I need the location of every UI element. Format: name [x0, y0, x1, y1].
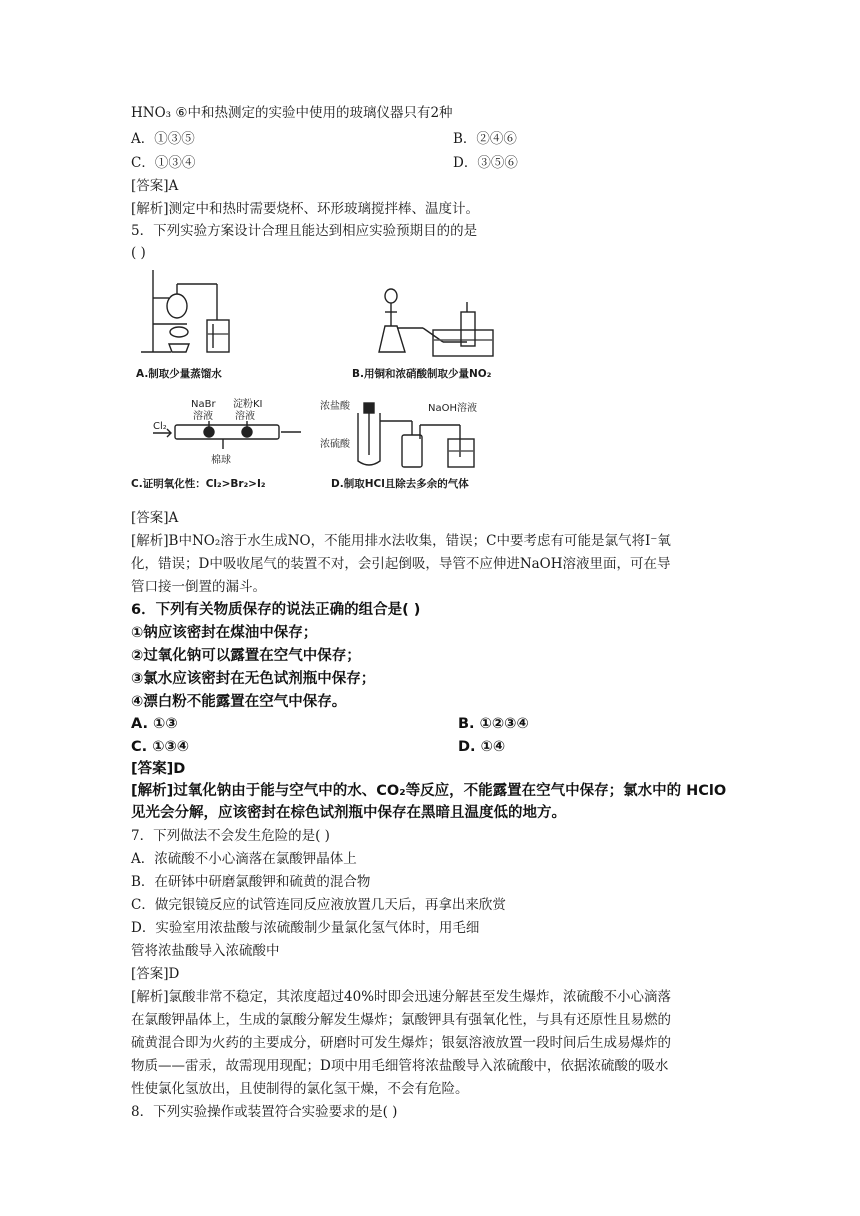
q7-option-d-line2: 管将浓盐酸导入浓硫酸中	[131, 943, 280, 959]
q7-analysis-line4: 物质——雷汞，故需现用现配；D项中用毛细管将浓盐酸导入浓硫酸中，依据浓硫酸的吸水	[131, 1058, 669, 1074]
q5-analysis-line3: 管口接一倒置的漏斗。	[131, 579, 266, 595]
label-nabr-1: NaBr	[191, 399, 216, 410]
figure-d-caption: D.制取HCl且除去多余的气体	[331, 478, 469, 490]
q7-analysis-line5: 性使氯化氢放出，且使制得的氯化氢干燥，不会有危险。	[131, 1081, 469, 1097]
q4-option-b: B．②④⑥	[453, 131, 517, 147]
figure-c-oxidation-tube	[131, 395, 311, 475]
label-ki-2: 溶液	[235, 411, 255, 422]
label-ki-1: 淀粉KI	[233, 399, 263, 410]
figure-d-hcl-apparatus	[318, 395, 518, 475]
figure-c-caption: C.证明氧化性：Cl₂>Br₂>I₂	[131, 478, 266, 490]
q6-item-3: ③氯水应该密封在无色试剂瓶中保存；	[131, 671, 376, 687]
q7-analysis-line3: 硫黄混合即为火药的主要成分，研磨时可发生爆炸；银氨溶液放置一段时间后生成易爆炸的	[131, 1035, 671, 1051]
label-conc-hcl: 浓盐酸	[320, 401, 350, 412]
label-nabr-2: 溶液	[193, 411, 213, 422]
q4-option-a: A．①③⑤	[131, 131, 195, 147]
q6-option-b: B. ①②③④	[458, 716, 529, 732]
q6-analysis-line1: [解析]过氧化钠由于能与空气中的水、CO₂等反应，不能露置在空气中保存；氯水中的 HClO	[131, 783, 727, 799]
figure-a-distillation	[131, 262, 266, 362]
q4-answer: [答案]A	[131, 178, 179, 194]
q6-option-c: C. ①③④	[131, 739, 190, 755]
q4-tail-line: HNO₃ ⑥中和热测定的实验中使用的玻璃仪器只有2种	[131, 105, 453, 121]
q5-analysis-line1: [解析]B中NO₂溶于水生成NO，不能用排水法收集，错误；C中要考虑有可能是氯气将I⁻氧	[131, 533, 671, 549]
q6-answer: [答案]D	[131, 761, 186, 777]
q7-option-c: C．做完银镜反应的试管连同反应液放置几天后，再拿出来欣赏	[131, 897, 506, 913]
q7-option-d-line1: D．实验室用浓盐酸与浓硫酸制少量氯化氢气体时，用毛细	[131, 920, 480, 936]
label-conc-h2so4: 浓硫酸	[320, 439, 350, 450]
q5-paren: ( )	[131, 245, 146, 261]
label-cl2: Cl₂	[153, 421, 167, 432]
q7-analysis-line2: 在氯酸钾晶体上，生成的氯酸分解发生爆炸；氯酸钾具有强氧化性，与具有还原性且易燃的	[131, 1012, 671, 1028]
q4-analysis: [解析]测定中和热时需要烧杯、环形玻璃搅拌棒、温度计。	[131, 201, 480, 217]
figure-a-caption: A.制取少量蒸馏水	[136, 368, 222, 380]
q6-item-4: ④漂白粉不能露置在空气中保存。	[131, 694, 347, 710]
figure-b-caption: B.用铜和浓硝酸制取少量NO₂	[352, 368, 492, 380]
q6-option-a: A. ①③	[131, 716, 178, 732]
q7-option-a: A．浓硫酸不小心滴落在氯酸钾晶体上	[131, 851, 357, 867]
q5-answer: [答案]A	[131, 510, 179, 526]
figure-b-no2-apparatus	[375, 282, 515, 362]
q4-option-c: C．①③④	[131, 155, 196, 171]
q5-analysis-line2: 化，错误；D中吸收尾气的装置不对，会引起倒吸，导管不应伸进NaOH溶液里面，可在导	[131, 556, 671, 572]
q6-stem: 6．下列有关物质保存的说法正确的组合是( )	[131, 602, 421, 618]
q6-item-2: ②过氧化钠可以露置在空气中保存；	[131, 648, 361, 664]
q6-item-1: ①钠应该密封在煤油中保存；	[131, 625, 318, 641]
q7-stem: 7．下列做法不会发生危险的是( )	[131, 828, 330, 844]
q4-option-d: D．③⑤⑥	[453, 155, 518, 171]
q7-analysis-line1: [解析]氯酸非常不稳定，其浓度超过40%时即会迅速分解甚至发生爆炸，浓硫酸不小心滴落	[131, 989, 672, 1005]
q8-stem: 8．下列实验操作或装置符合实验要求的是( )	[131, 1104, 398, 1120]
q7-answer: [答案]D	[131, 966, 180, 982]
q6-analysis-line2: 见光会分解，应该密封在棕色试剂瓶中保存在黑暗且温度低的地方。	[131, 805, 566, 821]
q5-stem: 5．下列实验方案设计合理且能达到相应实验预期目的的是	[131, 223, 478, 239]
label-naoh: NaOH溶液	[428, 403, 477, 414]
q6-option-d: D. ①④	[458, 739, 506, 755]
q7-option-b: B．在研钵中研磨氯酸钾和硫黄的混合物	[131, 874, 371, 890]
label-cotton: 棉球	[211, 455, 231, 466]
